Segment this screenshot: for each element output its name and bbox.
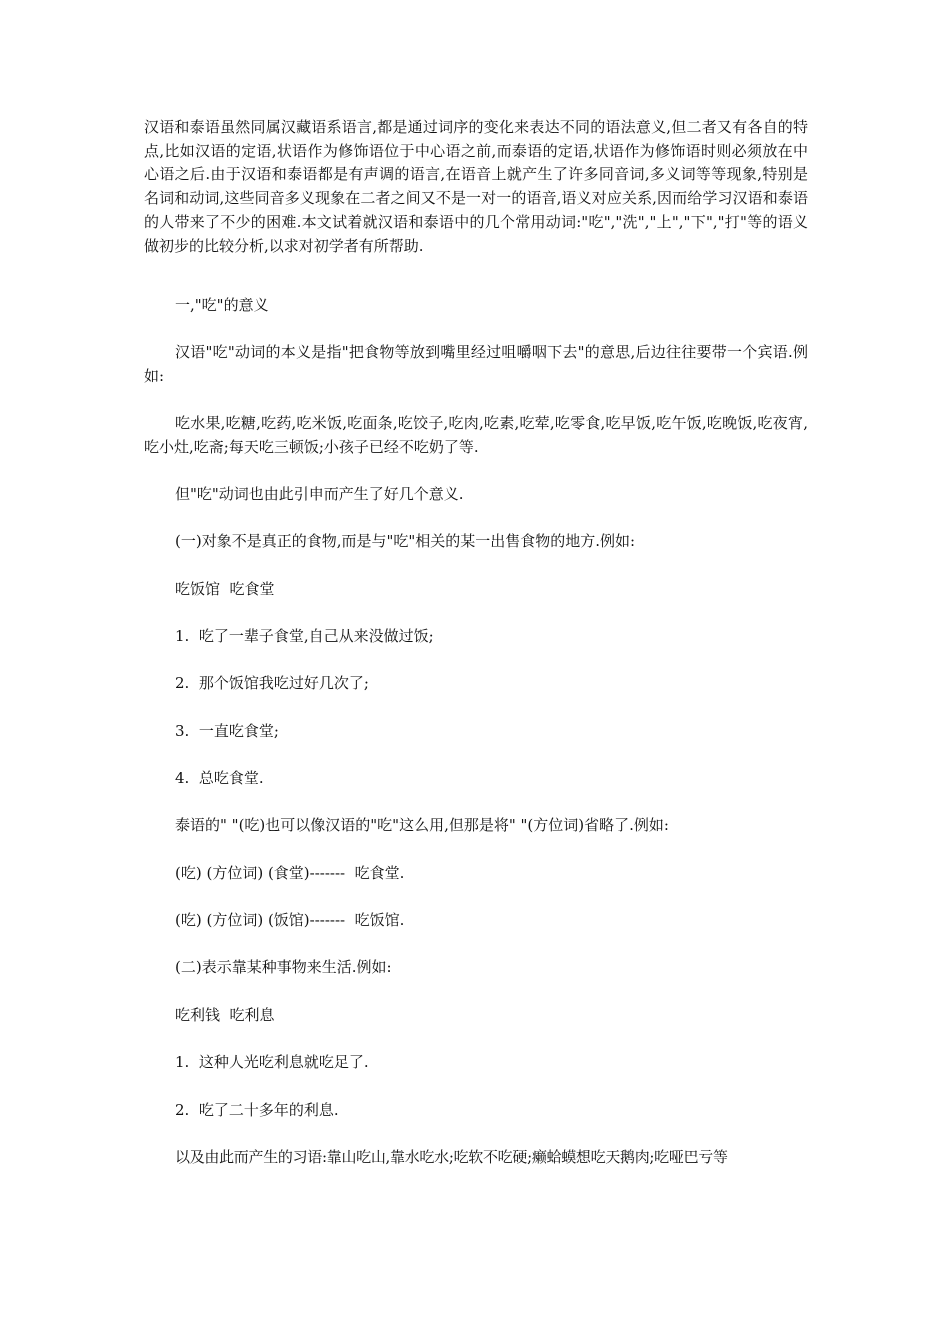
paragraph-chi-definition: 汉语"吃"动词的本义是指"把食物等放到嘴里经过咀嚼咽下去"的意思,后边往往要带一个宾语.例如: (144, 343, 808, 385)
example-sentence-1-4: 4. 总吃食堂. (175, 769, 264, 787)
subsection-heading-1: (一)对象不是真正的食物,而是与"吃"相关的某一出售食物的地方.例如: (175, 532, 636, 550)
paragraph-intro: 汉语和泰语虽然同属汉藏语系语言,都是通过词序的变化来表达不同的语法意义,但二者又有各自的特点,比如汉语的定语,状语作为修饰语位于中心语之前,而泰语的定语,状语作为修饰语时则必须放在中心语之后.由于汉语和泰语都是有声调的语言,在语音上就产生了许多同音词,多义词等等现象,特别是名词和动词,这些同音多义现象在二者之间又不是一对一的语音,语义对应关系,因而给学习汉语和泰语的人带来了不少的困难.本文试着就汉语和泰语中的几个常用动词:"吃","洗","上","下","打"等的语义做初步的比较分析,以求对初学者有所帮助. (144, 118, 808, 255)
example-sentence-1-2: 2. 那个饭馆我吃过好几次了; (175, 674, 369, 692)
example-sentence-1-3: 3. 一直吃食堂; (175, 722, 279, 740)
example-sentence-2-2: 2. 吃了二十多年的利息. (175, 1101, 339, 1119)
paragraph-chi-examples: 吃水果,吃糖,吃药,吃米饭,吃面条,吃饺子,吃肉,吃素,吃荤,吃零食,吃早饭,吃午饭,吃晚饭,吃夜宵,吃小灶,吃斋;每天吃三顿饭;小孩子已经不吃奶了等. (144, 414, 808, 456)
paragraph-thai-usage: 泰语的" "(吃)也可以像汉语的"吃"这么用,但那是将" "(方位词)省略了.例如: (175, 816, 669, 834)
paragraph-chi-extended: 但"吃"动词也由此引申而产生了好几个意义. (175, 485, 464, 503)
subsection-heading-2: (二)表示靠某种事物来生活.例如: (175, 958, 392, 976)
example-sentence-1-1: 1. 吃了一辈子食堂,自己从来没做过饭; (175, 627, 434, 645)
thai-example-1: (吃) (方位词) (食堂)------- 吃食堂. (175, 864, 405, 882)
thai-example-2: (吃) (方位词) (饭馆)------- 吃饭馆. (175, 911, 405, 929)
paragraph-idioms: 以及由此而产生的习语:靠山吃山,靠水吃水;吃软不吃硬;癞蛤蟆想吃天鹅肉;吃哑巴亏等 (175, 1148, 728, 1166)
example-sentence-2-1: 1. 这种人光吃利息就吃足了. (175, 1053, 369, 1071)
example-terms-1: 吃饭馆 吃食堂 (175, 580, 275, 598)
section-heading-chi: 一,"吃"的意义 (175, 296, 269, 314)
example-terms-2: 吃利钱 吃利息 (175, 1006, 275, 1024)
